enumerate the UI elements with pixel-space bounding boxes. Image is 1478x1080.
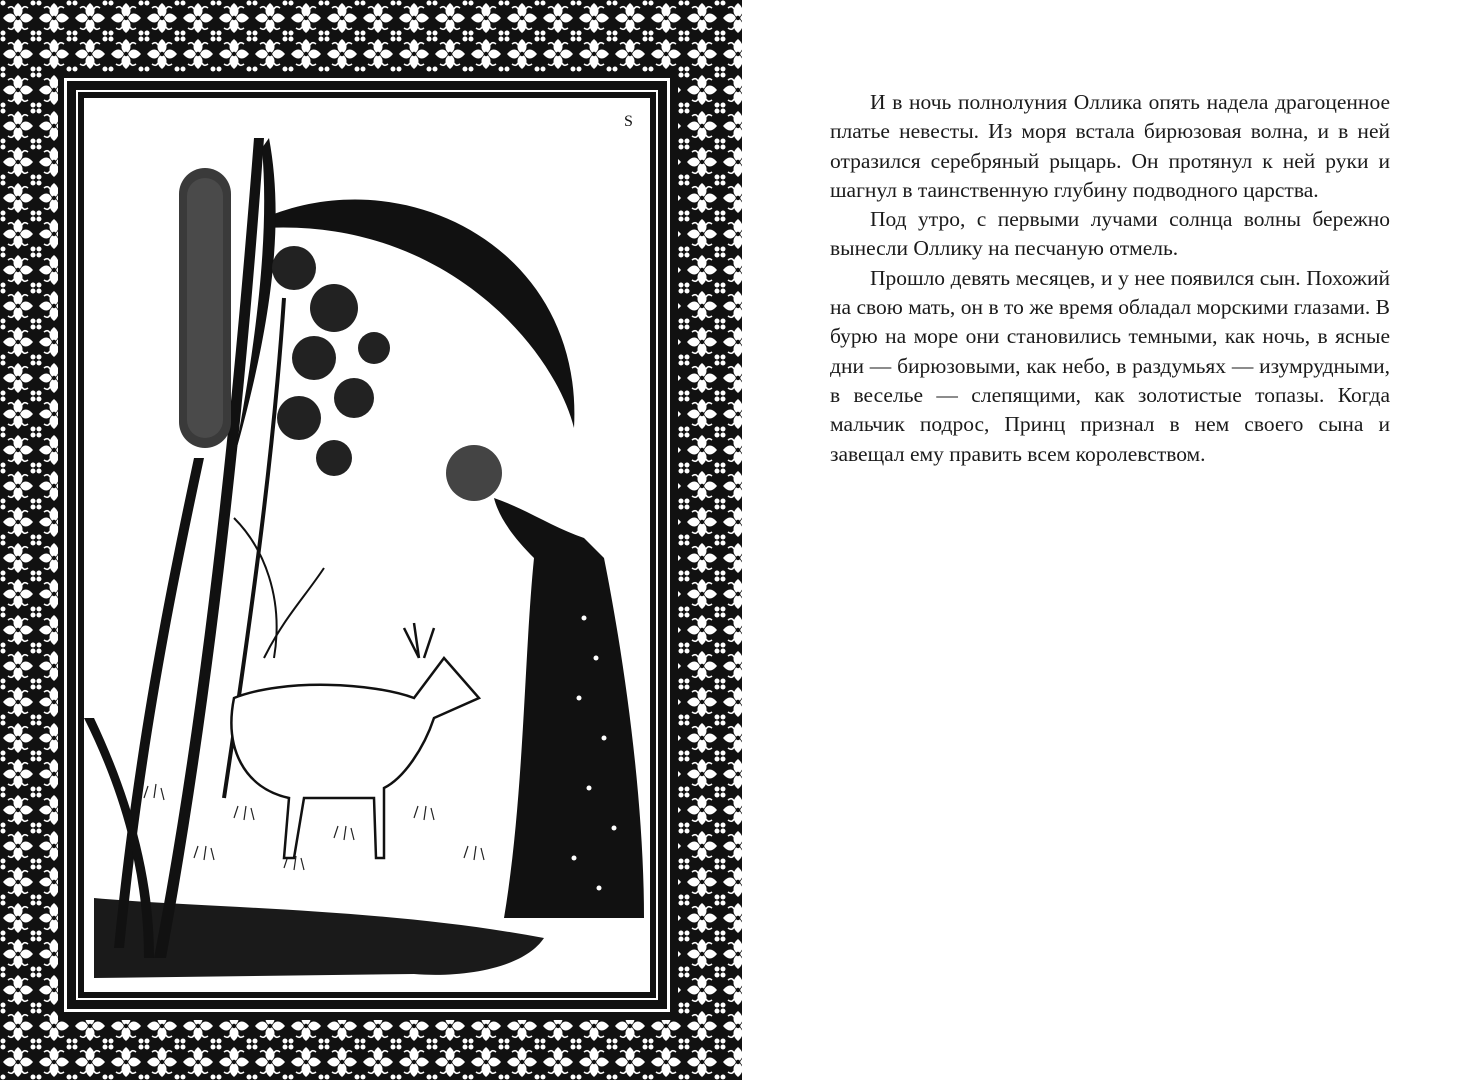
artist-monogram: S (624, 113, 633, 130)
paragraph-3: Прошло девять месяцев, и у нее появился сын. Похожий на свою мать, он в то же время обладал морскими глазами. В бурю на море они становились темными, как ночь, в ясные дни — бирюзовыми, как небо, в раздумьях — изумрудными, в веселье — слепящими, как золотистые топазы. Когда мальчик подрос, Принц признал в нем своего сына и завещал ему править всем королевством. (830, 265, 1390, 466)
crescent-arc (264, 199, 574, 428)
paragraph-2: Под утро, с первыми лучами солнца волны бережно вынесли Оллику на песчаную отмель. (830, 207, 1390, 261)
text-page (742, 0, 1478, 1080)
paragraph-1: И в ночь полнолуния Оллика опять надела драгоценное платье невесты. Из моря встала бирюзовая волна, и в ней отразился серебряный рыцарь. Он протянул к ней руки и шагнул в таинственную глубину подводного царства. (830, 90, 1390, 202)
body-text (830, 88, 1390, 469)
deer (231, 623, 479, 858)
illustration-panel (84, 98, 650, 992)
illustration-scene (84, 98, 650, 992)
